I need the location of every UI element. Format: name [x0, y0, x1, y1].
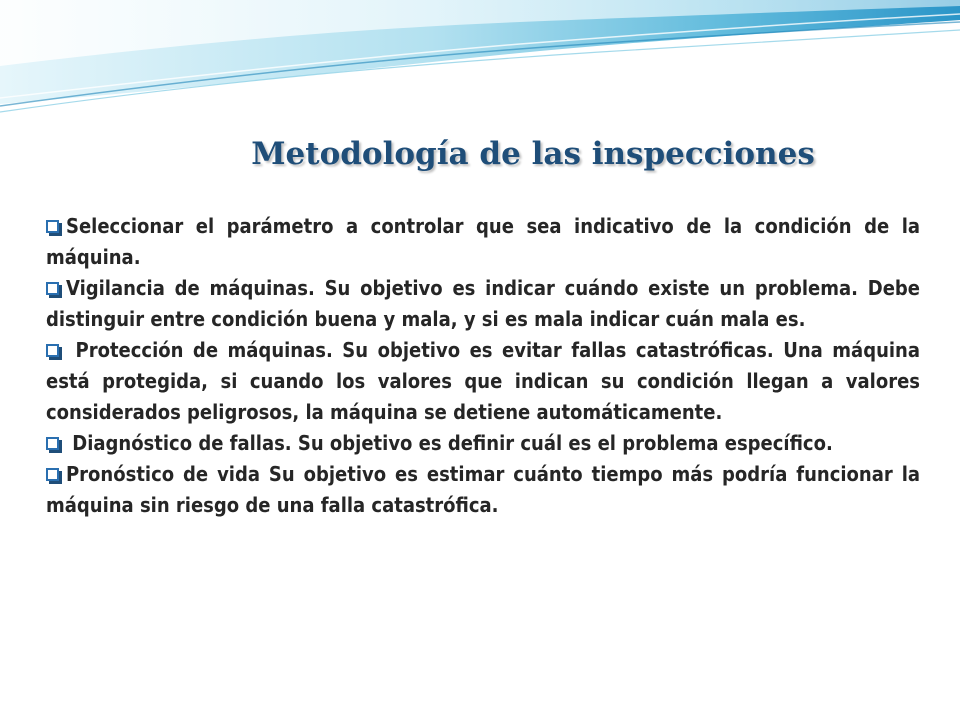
slide-title: Metodología de las inspecciones: [251, 136, 815, 172]
bullet-item: [46, 211, 920, 273]
bullet-text: Vigilancia de máquinas. Su objetivo es indicar cuándo existe un problema. Debe distinguir entre condición buena y mala, y si es mala indicar cuán mala es.: [46, 276, 920, 331]
checkbox-bullet-icon: [46, 437, 59, 450]
checkbox-bullet-icon: [46, 220, 59, 233]
bullet-item: [46, 428, 920, 459]
bullet-text: Pronóstico de vida Su objetivo es estimar cuánto tiempo más podría funcionar la máquina sin riesgo de una falla catastrófica.: [46, 462, 920, 517]
bullet-item: [46, 459, 920, 521]
wave-header-decoration: [0, 0, 960, 130]
bullet-text: Protección de máquinas. Su objetivo es evitar fallas catastróficas. Una máquina está protegida, si cuando los valores que indican su condición llegan a valores considerados peligrosos, la máquina se detiene automáticamente.: [46, 338, 920, 424]
checkbox-bullet-icon: [46, 468, 59, 481]
bullet-item: [46, 273, 920, 335]
bullet-text: Diagnóstico de fallas. Su objetivo es definir cuál es el problema específico.: [66, 431, 833, 455]
checkbox-bullet-icon: [46, 344, 59, 357]
checkbox-bullet-icon: [46, 282, 59, 295]
bullet-list: [46, 211, 920, 521]
bullet-text: Seleccionar el parámetro a controlar que sea indicativo de la condición de la máquina.: [46, 214, 920, 269]
bullet-item: [46, 335, 920, 428]
